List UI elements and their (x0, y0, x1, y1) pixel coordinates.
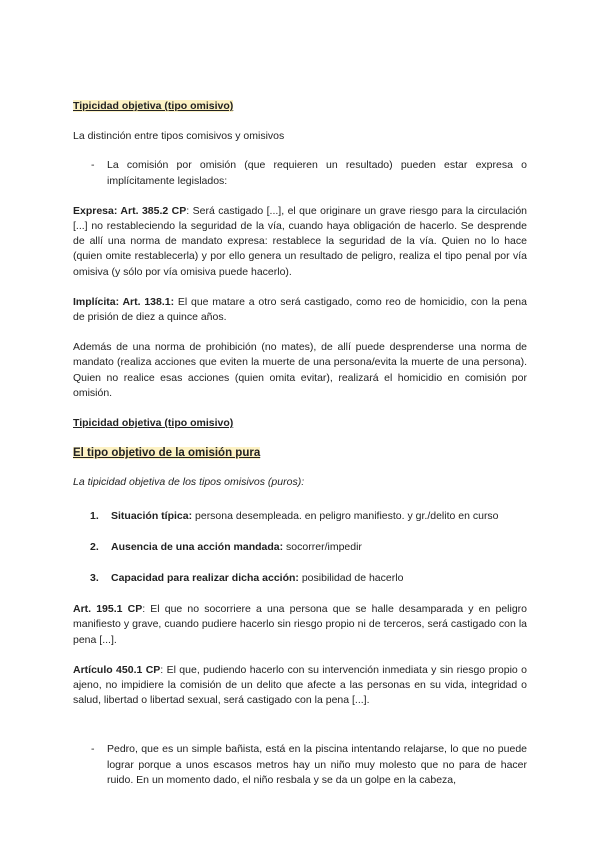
example-bullet-text: Pedro, que es un simple bañista, está en la piscina intentando relajarse, lo que no puede lograr porque a unos escasos metros hay un niño muy molesto que no para de hacer ruido. En un momento dado, el niño resbala y se da un golpe en la cabeza, (107, 743, 527, 786)
list-item-text: posibilidad de hacerlo (298, 572, 404, 585)
list-number: 3. (90, 572, 99, 585)
list-item-2 (73, 540, 527, 555)
list-number: 2. (90, 540, 99, 553)
ademas-paragraph: Además de una norma de prohibición (no mates), de allí puede desprenderse una norma de mandato (realiza acciones que eviten la muerte de una persona/evita la muerte de una persona). Quien no realice esas acciones (quien omita evitar), realizará el homicidio en comisión por omisión. (73, 341, 527, 399)
list-number: 1. (90, 509, 99, 522)
bullet-dash: - (91, 743, 95, 756)
expresa-text: : Será castigado [...], el que originare un grave riesgo para la circulación [...] no restableciendo la seguridad de la vía, cuando haya obligación de hacerlo. Se desprende de allí una norma de mandato expresa: restablece la seguridad de la vía. Quien no lo hace (quien omite restablecerla) y por ello genera un resultado de peligro, realiza el tipo penal por vía omisiva (y sólo por vía omisiva puede hacerlo). (73, 204, 527, 278)
art195-paragraph (73, 602, 527, 648)
art450-label: Artículo 450.1 CP (73, 663, 161, 676)
list-item-label: Ausencia de una acción mandada: (111, 540, 284, 553)
list-item-text: socorrer/impedir (283, 540, 362, 553)
section-heading-2-text: Tipicidad objetiva (tipo omisivo) (73, 417, 234, 430)
list-item-3 (73, 571, 527, 586)
section-heading-1-text: Tipicidad objetiva (tipo omisivo) (73, 100, 234, 112)
art450-paragraph (73, 663, 527, 709)
subheading (73, 446, 527, 461)
list-item-label: Capacidad para realizar dicha acción: (111, 572, 299, 585)
omisivos-intro: La tipicidad objetiva de los tipos omisivos (puros): (73, 476, 305, 489)
subheading-text: El tipo objetivo de la omisión pura (73, 447, 261, 460)
art450-text: : El que, pudiendo hacerlo con su intervención inmediata y sin riesgo propio o ajeno, no impidiere la comisión de un delito que afecte a las personas en su vida, integridad o salud, libertad o libertad sexual, será castigado con la pena [...]. (73, 663, 527, 707)
list-item-label: Situación típica: (111, 509, 193, 522)
expresa-paragraph (73, 204, 527, 280)
section-heading-2 (73, 416, 527, 431)
expresa-label: Expresa: Art. 385.2 CP (73, 204, 187, 217)
example-bullet (73, 742, 527, 788)
list-item-1 (73, 509, 527, 524)
implicita-label: Implícita: Art. 138.1: (73, 295, 175, 308)
document-content (73, 99, 527, 788)
intro-paragraph: La distinción entre tipos comisivos y omisivos (73, 130, 285, 143)
art195-text: : El que no socorriere a una persona que se halle desamparada y en peligro manifiesto y grave, cuando pudiere hacerlo sin riesgo propio ni de terceros, será castigado con la pena [...]. (73, 603, 527, 646)
comision-bullet-text: La comisión por omisión (que requieren un resultado) pueden estar expresa o implícitamente legislados: (107, 159, 527, 187)
implicita-text: El que matare a otro será castigado, como reo de homicidio, con la pena de prisión de diez a quince años. (73, 295, 527, 324)
bullet-dash: - (91, 159, 95, 172)
comision-bullet (73, 158, 527, 188)
section-heading-1 (73, 99, 527, 114)
art195-label: Art. 195.1 CP (73, 603, 143, 616)
implicita-paragraph (73, 295, 527, 325)
list-item-text: persona desempleada. en peligro manifiesto. y gr./delito en curso (192, 509, 499, 522)
